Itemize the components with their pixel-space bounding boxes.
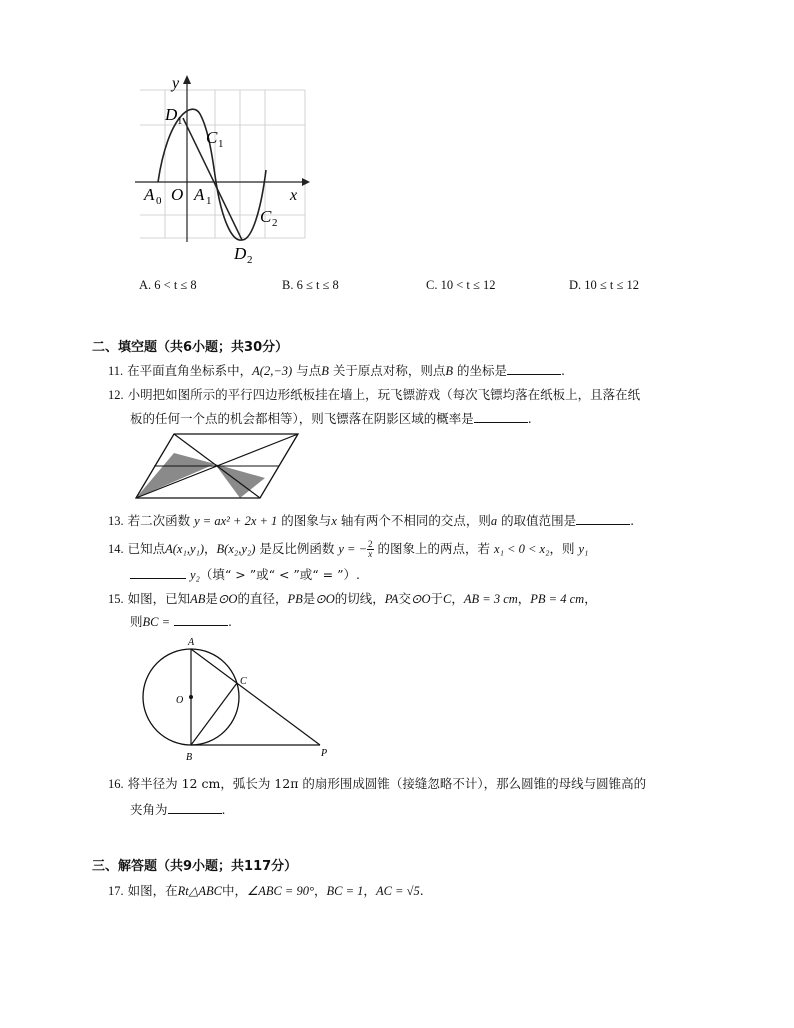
x-label: x — [290, 187, 298, 204]
y-axis-arrow — [183, 75, 191, 84]
label-a0: A — [144, 185, 155, 204]
question-13: 13. 若二次函数 y = ax² + 2x + 1 的图象与x 轴有两个不相同的交点，则a 的取值范围是 . — [108, 513, 635, 528]
label-p: P — [321, 748, 328, 759]
question-16: 16. 将半径为 12 cm，弧长为 12π 的扇形围成圆锥（接缝忽略不计），那么圆锥的母线与圆锥高的 — [108, 776, 647, 791]
section-2-title: 二、填空题（共6小题；共30分） — [92, 340, 289, 355]
answer-blank[interactable] — [130, 566, 186, 579]
parallelogram-figure — [134, 432, 302, 502]
question-11: 11. 在平面直角坐标系中，A(2,−3) 与点B 关于原点对称，则点B 的坐标是 . — [108, 363, 565, 378]
shaded-left-triangle — [136, 453, 215, 498]
label-c2: C — [260, 207, 272, 226]
y-label: y — [172, 75, 180, 92]
question-14: 14. 已知点A(x₁,y₁)，B(x₂,y₂) 是反比例函数 y = − $\frac{2}{x}$ 的图象上的两点，若 x₁ < 0 < x₂，则 y₁ — [108, 539, 589, 559]
question-16-line-2: 夹角为 . — [130, 802, 226, 817]
answer-blank[interactable] — [507, 362, 561, 375]
section-3-title: 三、解答题（共9小题；共117分） — [92, 859, 298, 874]
label-d1-sub: 1 — [177, 115, 183, 127]
label-d1: D — [165, 105, 178, 124]
option-d: D. 10 ≤ t ≤ 12 — [569, 278, 639, 292]
answer-blank[interactable] — [174, 613, 228, 626]
question-12-line-2: 板的任何一个点的机会都相等），则飞镖落在阴影区域的概率是 . — [130, 411, 532, 426]
center-point — [189, 695, 193, 699]
question-12: 12. 小明把如图所示的平行四边形纸板挂在墙上，玩飞镖游戏（每次飞镖均落在纸板上，且落在纸 — [108, 387, 641, 402]
label-c1-sub: 1 — [218, 138, 224, 150]
question-14-line-2: y₂（填“ > ”或“ < ”或“ = ”）. — [130, 566, 360, 583]
x-axis-arrow — [302, 178, 310, 186]
label-d2-sub: 2 — [247, 254, 253, 266]
shaded-right-triangle — [215, 464, 265, 498]
label-a1-sub: 1 — [206, 195, 212, 207]
circle-tangent-figure — [140, 634, 340, 762]
chord-bc — [191, 683, 237, 745]
label-a0-sub: 0 — [156, 195, 162, 207]
label-c2-sub: 2 — [272, 217, 278, 229]
question-15-line-2: 则BC = . — [130, 614, 233, 629]
question-17: 17. 如图，在Rt△ABC中，∠ABC = 90°，BC = 1，AC = √5. — [108, 883, 424, 898]
label-o: O — [176, 695, 184, 706]
label-c1: C — [206, 128, 218, 147]
label-d2: D — [234, 244, 247, 263]
option-c: C. 10 < t ≤ 12 — [426, 278, 496, 292]
question-15: 15. 如图，已知AB是⊙O的直径，PB是⊙O的切线，PA交⊙O于C，AB = 3 cm，PB = 4 cm， — [108, 591, 597, 606]
label-b: B — [186, 752, 193, 762]
option-b: B. 6 ≤ t ≤ 8 — [282, 278, 339, 292]
label-o: O — [171, 185, 184, 204]
secant-pa — [191, 649, 320, 745]
label-c: C — [240, 676, 247, 687]
answer-blank[interactable] — [576, 512, 630, 525]
option-a: A. 6 < t ≤ 8 — [139, 278, 197, 292]
sine-curve-figure — [130, 70, 310, 270]
label-a: A — [188, 637, 195, 648]
answer-blank[interactable] — [474, 410, 528, 423]
answer-blank[interactable] — [168, 801, 222, 814]
label-a1: A — [194, 185, 205, 204]
